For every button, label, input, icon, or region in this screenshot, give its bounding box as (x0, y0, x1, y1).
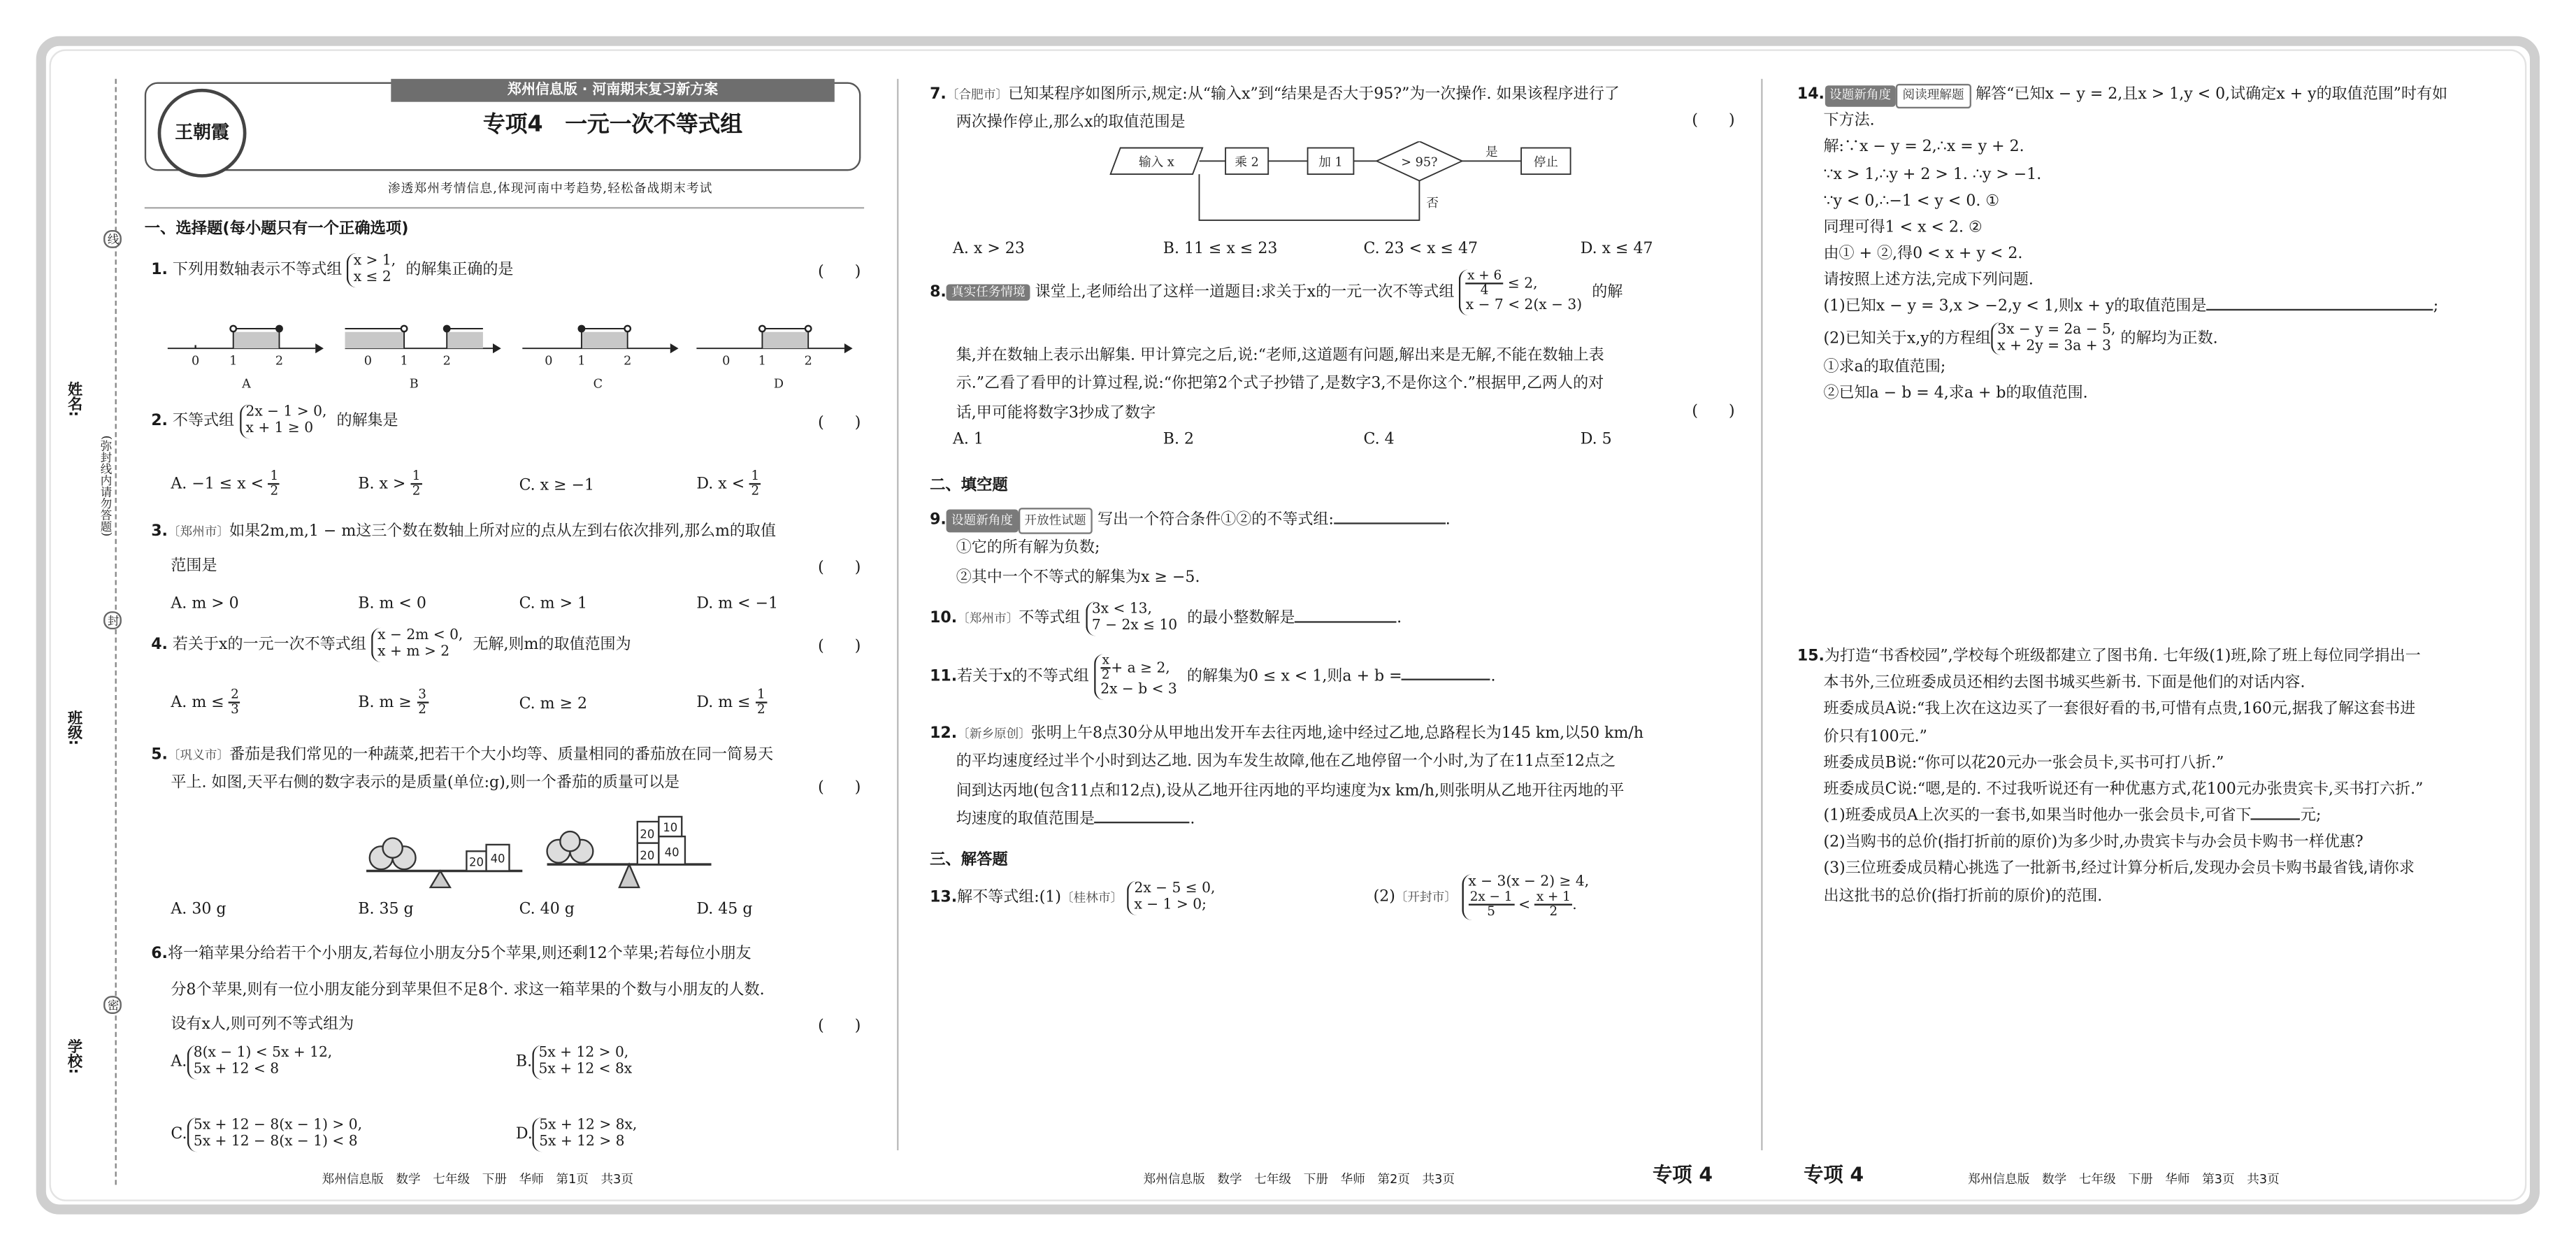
q3-option-b[interactable]: B. m < 0 (358, 594, 426, 613)
q3-answer-paren: ( ) (818, 558, 861, 577)
question-13-part-2: (2)〔开封市〕 x − 3(x − 2) ≥ 4, $\frac{2x - 1}{5}$ < $\frac{x + 1}{2}$ . (1374, 874, 1595, 920)
svg-text:2: 2 (804, 354, 812, 369)
footer-topic-right: 专项 4 (1804, 1163, 1864, 1187)
svg-text:0: 0 (364, 354, 373, 369)
question-15: 15.为打造“书香校园”,学校每个班级都建立了图书角. 七年级(1)班,除了班上每位同学捐出一 本书外,三位班委成员还相约去图书城买些新书. 下面是他们的对话内容. 班委成员A说:“我上次在这边买了一套很好看的书,可惜有点贵,160元,据我了解这套书进 价只有100元.” 班委成员B说:“你可以花20元办一张会员卡,买书可打八折.” 班委成员C说:“嗯,是的. 不过我听说还有一种优惠方式,花100元办张贵宾卡,买书打六折.” (1)班委成员A上次买的一套书,如果当时他办一张会员卡,可省下 元; (2)当购书的总价(指打折前的原价)为多少时,办贵宾卡与办会员卡购书一样优惠? (3)三位班委成员精心挑选了一批新书,经过计算分析后,发现办会员卡购书最省钱,请你求 出这批书的总价(指打折前的原价)的范围. (1797, 647, 2424, 905)
page-title: 专项4 一元一次不等式组 (483, 111, 743, 138)
q10-answer-blank[interactable] (1295, 606, 1397, 623)
q2-option-a[interactable]: A. −1 ≤ x < $\frac{1}{2}$ (171, 470, 280, 499)
q14-answer-blank[interactable] (2206, 295, 2433, 312)
header-banner: 郑州信息版 · 河南期末复习新方案 (391, 79, 834, 102)
question-11: 11.若关于x的不等式组 $\frac{x}{2}$ + a ≥ 2, 2x − b < 3 的解集为0 ≤ x < 1,则a + b = . (930, 652, 1496, 699)
name-label: 姓名: (64, 381, 81, 417)
svg-text:1: 1 (758, 354, 767, 369)
svg-text:0: 0 (722, 354, 731, 369)
q8-option-a[interactable]: A. 1 (953, 430, 984, 449)
question-8-body: 集,并在数轴上表示出解集. 甲计算完之后,说:“老师,这道题有问题,解出来是无解,不能在数轴上表 示.”乙看了看甲的计算过程,说:“你把第2个式子抄错了,是数字3,不是你这个.”根据甲,乙两人的对 话,甲可能将数字3抄成了数字 ( ) (956, 342, 1735, 428)
logo-text: 王朝霞 (175, 121, 229, 143)
q5-answer-paren: ( ) (818, 778, 861, 797)
q5-option-c[interactable]: C. 40 g (519, 900, 575, 919)
q5-option-d[interactable]: D. 45 g (696, 900, 753, 919)
seal-tag-seal: 封 (103, 611, 122, 629)
question-1 (151, 253, 861, 287)
q1-option-c-label: C (593, 377, 603, 392)
column-divider-1 (897, 79, 898, 1150)
q9-answer-blank[interactable] (1334, 508, 1446, 524)
svg-text:20: 20 (640, 849, 655, 863)
q7-option-c[interactable]: C. 23 < x ≤ 47 (1363, 240, 1478, 258)
svg-text:2: 2 (624, 354, 632, 369)
q4-option-d[interactable]: D. m ≤ $\frac{1}{2}$ (696, 689, 767, 717)
question-12: 12.〔新乡原创〕张明上午8点30分从甲地出发开车去往丙地,途中经过乙地,总路程长为145 km,以50 km/h 的平均速度经过半个小时到达乙地. 因为车发生故障,他在乙地停留一个小时,为了在11点至12点之 间到达丙地(包含11点和12点),设从乙地开往丙地的平均速度为x km/h,则张明从乙地开往丙地的平 均速度的取值范围是 . (930, 724, 1644, 829)
question-3: 3.〔郑州市〕如果2m,m,1 − m这三个数在数轴上所对应的点从左到右依次排列,那么m的取值 范围是 ( ) (151, 522, 861, 577)
school-label: 学校: (64, 1038, 81, 1074)
footer-page-3: 郑州信息版 数学 七年级 下册 华师 第3页 共3页 (1968, 1171, 2280, 1187)
q1-number-lines (168, 319, 858, 391)
question-8: 8. 真实任务情境 课堂上,老师给出了这样一道题目:求关于x的一元一次不等式组 $\frac{x + 6}{4}$ ≤ 2, x − 7 < 2(x − 3) 的解 (930, 268, 1623, 315)
svg-text:20: 20 (640, 827, 655, 841)
section-fill: 二、填空题 (930, 476, 1008, 495)
question-14: 14. 设题新角度 阅读理解题 解答“已知x − y = 2,且x > 1,y < 0,试确定x + y的取值范围”时有如 下方法. 解:∵x − y = 2,∴x = y + 2. ∵x > 1,∴y + 2 > 1. ∴y > −1. ∵y < 0,∴−1 < y < 0. ① 同理可得1 < x < 2. ② 由① + ②,得0 < x + y < 2. 请按照上述方法,完成下列问题. (1)已知x − y = 3,x > −2,y < 1,则x + y的取值范围是 ; (2)已知关于x,y的方程组 3x − y = 2a − 5, x + 2y = 3a + 3 的解均为正数. ①求a的取值范围; ②已知a − b = 4,求a + b的取值范围. (1797, 82, 2520, 408)
q7-flowchart (1107, 141, 1600, 230)
q3-option-a[interactable]: A. m > 0 (171, 594, 239, 613)
q8-option-b[interactable]: B. 2 (1163, 430, 1195, 449)
q4-system: x − 2m < 0, x + m > 2 (371, 628, 468, 662)
question-13: 13.解不等式组:(1)〔桂林市〕 2x − 5 ≤ 0, x − 1 > 0; (930, 881, 1738, 915)
q7-option-a[interactable]: A. x > 23 (953, 240, 1025, 258)
q6-option-a[interactable]: A. 8(x − 1) < 5x + 12, 5x + 12 < 8 (171, 1045, 337, 1079)
q1-answer-paren: ( ) (818, 263, 861, 281)
footer-page-1: 郑州信息版 数学 七年级 下册 华师 第1页 共3页 (322, 1171, 634, 1187)
q8-answer-paren: ( ) (1692, 402, 1735, 421)
question-7: 7.〔合肥市〕已知某程序如图所示,规定:从“输入x”到“结果是否大于95?”为一次操作. 如果该程序进行了 两次操作停止,那么x的取值范围是 ( ) (930, 82, 1734, 138)
svg-text:乘 2: 乘 2 (1235, 155, 1259, 170)
seal-tag-secret: 密 (103, 996, 122, 1014)
seal-tag-line: 线 (103, 230, 122, 248)
q4-option-b[interactable]: B. m ≥ $\frac{3}{2}$ (358, 689, 428, 717)
question-5: 5.〔巩义市〕番茄是我们常见的一种蔬菜,把若干个大小均等、质量相同的番茄放在同一简易天 平上. 如图,天平右侧的数字表示的是质量(单位:g),则一个番茄的质量可以是 ( ) (151, 743, 861, 799)
q2-option-c[interactable]: C. x ≥ −1 (519, 476, 595, 495)
svg-text:否: 否 (1426, 196, 1439, 211)
svg-text:0: 0 (545, 354, 553, 369)
svg-text:1: 1 (229, 354, 238, 369)
svg-text:0: 0 (192, 354, 200, 369)
header-subtitle: 渗透郑州考情信息,体现河南中考趋势,轻松备战期末考试 (387, 180, 713, 196)
svg-text:20: 20 (469, 855, 484, 869)
q1-option-b-label: B (409, 377, 419, 392)
q5-option-b[interactable]: B. 35 g (358, 900, 414, 919)
q5-option-a[interactable]: A. 30 g (171, 900, 226, 919)
q4-option-a[interactable]: A. m ≤ $\frac{2}{3}$ (171, 689, 240, 717)
q8-tag: 真实任务情境 (947, 285, 1030, 300)
seal-note: (弥封线内请勿答题) (99, 435, 113, 537)
q1-system: x > 1, x ≤ 2 (347, 253, 401, 287)
question-4: 4. 若关于x的一元一次不等式组 x − 2m < 0, x + m > 2 无解,则m的取值范围为 ( ) (151, 627, 861, 662)
footer-topic-left: 专项 4 (1653, 1163, 1713, 1187)
section-answer: 三、解答题 (930, 851, 1008, 870)
svg-text:40: 40 (664, 845, 679, 859)
svg-text:是: 是 (1485, 145, 1498, 160)
svg-text:2: 2 (442, 354, 451, 369)
q12-answer-blank[interactable] (1095, 807, 1190, 824)
svg-text:10: 10 (663, 821, 678, 835)
svg-text:输入 x: 输入 x (1139, 155, 1174, 170)
q6-option-d[interactable]: D. 5x + 12 > 8x, 5x + 12 > 8 (516, 1117, 642, 1151)
q8-system: $\frac{x + 6}{4}$ ≤ 2, x − 7 < 2(x − 3) (1459, 269, 1587, 315)
q7-option-d[interactable]: D. x ≤ 47 (1580, 240, 1653, 258)
question-2: 2. 不等式组 2x − 1 > 0, x + 1 ≥ 0 的解集是 ( ) (151, 404, 861, 438)
svg-text:2: 2 (275, 354, 284, 369)
q6-option-c[interactable]: C. 5x + 12 − 8(x − 1) > 0, 5x + 12 − 8(x − 1) < 8 (171, 1117, 367, 1151)
column-divider-2 (1761, 79, 1762, 1150)
q11-answer-blank[interactable] (1402, 664, 1491, 681)
q2-system: 2x − 1 > 0, x + 1 ≥ 0 (239, 404, 331, 438)
q6-answer-paren: ( ) (818, 1017, 861, 1036)
svg-text:> 95?: > 95? (1401, 155, 1438, 170)
q7-answer-paren: ( ) (1692, 111, 1735, 130)
brand-logo (158, 89, 247, 178)
svg-text:停止: 停止 (1533, 155, 1558, 170)
q1-text: 下列用数轴表示不等式组 (172, 261, 343, 280)
q2-option-b[interactable]: B. x > $\frac{1}{2}$ (358, 470, 422, 499)
header-rule (145, 207, 864, 208)
q8-option-c[interactable]: C. 4 (1363, 430, 1395, 449)
q1-text-after: 的解集正确的是 (405, 261, 514, 280)
q1-option-d-label: D (773, 377, 784, 392)
q4-option-c[interactable]: C. m ≥ 2 (519, 695, 588, 713)
q5-balance-figure (358, 815, 752, 898)
class-label: 班级: (64, 710, 81, 745)
question-6: 6.将一箱苹果分给若干个小朋友,若每位小朋友分5个苹果,则还剩12个苹果;若每位小朋友 分8个苹果,则有一位小朋友能分到苹果但不足8个. 求这一箱苹果的个数与小朋友的人数. 设有x人,则可列不等式组为 ( ) (151, 937, 861, 1043)
q3-option-d[interactable]: D. m < −1 (696, 594, 779, 613)
q15-answer-blank[interactable] (2251, 803, 2301, 820)
question-9: 9. 设题新角度 开放性试题 写出一个符合条件①②的不等式组: . ①它的所有解为负数; ②其中一个不等式的解集为x ≥ −5. (930, 506, 1734, 592)
q6-option-b[interactable]: B. 5x + 12 > 0, 5x + 12 < 8x (516, 1045, 637, 1079)
svg-text:40: 40 (490, 852, 505, 866)
footer-page-2: 郑州信息版 数学 七年级 下册 华师 第2页 共3页 (1143, 1171, 1455, 1187)
q1-number: 1. (151, 261, 168, 280)
q2-option-d[interactable]: D. x < $\frac{1}{2}$ (696, 470, 761, 499)
q4-answer-paren: ( ) (818, 637, 861, 656)
q7-option-b[interactable]: B. 11 ≤ x ≤ 23 (1163, 240, 1278, 258)
svg-text:1: 1 (400, 354, 408, 369)
q8-option-d[interactable]: D. 5 (1580, 430, 1612, 449)
question-10: 10.〔郑州市〕不等式组 3x < 13, 7 − 2x ≤ 10 的最小整数解是 . (930, 601, 1402, 635)
q3-option-c[interactable]: C. m > 1 (519, 594, 588, 613)
svg-text:加 1: 加 1 (1318, 155, 1343, 170)
q2-answer-paren: ( ) (818, 414, 861, 433)
svg-text:1: 1 (577, 354, 586, 369)
q1-option-a-label: A (242, 377, 251, 392)
section-choice: 一、选择题(每小题只有一个正确选项) (144, 220, 409, 238)
